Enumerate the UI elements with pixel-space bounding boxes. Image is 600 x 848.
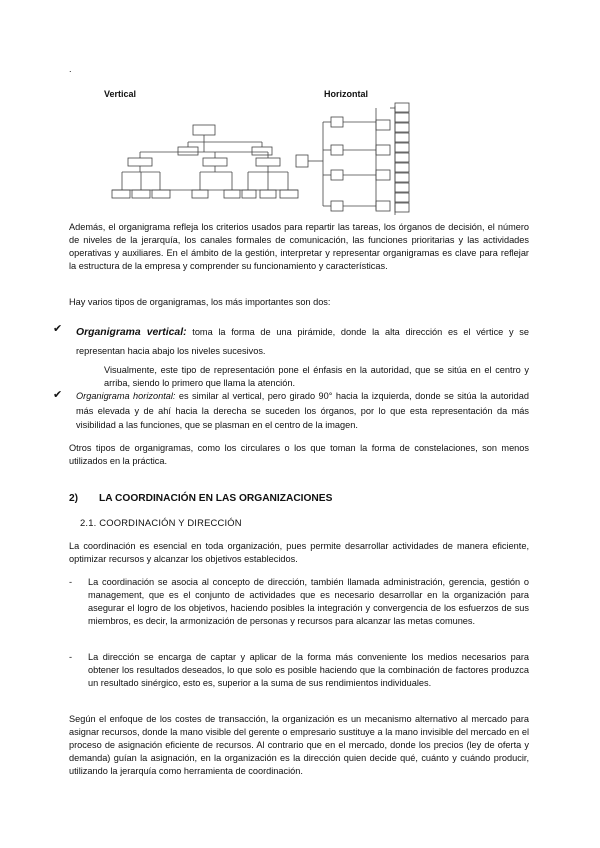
coordination-paragraph: La coordinación es esencial en toda organización, pues permite desarrollar actividades de manera eficiente, optimizar recursos y alcanzar los objetivos establecidos. [69,541,529,564]
bullet-text-2: La dirección se encarga de captar y aplicar de la forma más conveniente los medios necesarios para obtener los resultados deseados, lo que solo es posible haciendo que la combinación de factores produzca un resultado sinérgico, esto es, superior a la suma de sus rendimientos individuales. [88,652,529,688]
other-types-paragraph: Otros tipos de organigramas, como los circulares o los que toman la forma de constelaciones, son menos utilizados en la práctica. [69,443,529,466]
horizontal-type-item [53,389,529,434]
bullet-dash: - [69,652,73,662]
vertical-top-box [193,125,215,135]
vertical-type-text: toma la forma de una pirámide, donde la alta dirección es el vértice y se representan hacia abajo los niveles sucesivos. [76,327,529,356]
final-paragraph: Según el enfoque de los costes de transacción, la organización es un mecanismo alternativo al mercado para asignar recursos, donde la mano visible del gerente o empresario sustituye a la mano invisible del mercado en el proceso de asignación eficiente de recursos. Al contrario que en el mercado, donde los precios (ley de oferta y demanda) guían la asignación, en la organización es la dirección quien decide qué, cuánto y cuándo producir, utilizando la jerarquía como herramienta de coordinación. [69,714,529,776]
subsection-heading: 2.1. COORDINACIÓN Y DIRECCIÓN [80,517,242,528]
types-intro: Hay varios tipos de organigramas, los más importantes son dos: [69,297,331,307]
bullet-item-1 [69,576,529,642]
organigram-illustrations [0,0,600,220]
checkmark-icon: ✔ [53,323,63,335]
horizontal-type-lead: Organigrama horizontal: [76,391,176,401]
bullet-item-2 [69,651,529,705]
horizontal-type-text: es similar al vertical, pero girado 90° hacia la izquierda, donde se sitúa la autoridad más elevada y de ahí hacia la derecha se suceden los órganos, por lo que esta representación da más visibilidad a las funciones, que se plasman en el centro de la imagen. [76,391,529,430]
vertical-type-lead: Organigrama vertical: [76,327,187,338]
horizontal-root-box [296,155,308,167]
section-number: 2) [69,493,79,504]
section-heading [69,493,332,504]
stray-dot: . [69,64,72,74]
checkmark-icon: ✔ [53,389,63,401]
vertical-type-subtext: Visualmente, este tipo de representación pone el énfasis en la autoridad, que se sitúa en el centro y arriba, siendo lo primero que llama la atención. [104,365,529,389]
vertical-diagram-label: Vertical [104,89,137,99]
bullet-text-1: La coordinación se asocia al concepto de dirección, también llamada administración, gerencia, gestión o management, que es el conjunto de actividades que es necesario desarrollar en la organización para asegurar el logro de los objetivos, haciendo posibles la integración y convergencia de los esfuerzos de sus miembros, es decir, la armonización de personas y recursos para alcanzar las metas comunes. [88,577,529,626]
bullet-dash: - [69,577,73,587]
intro-paragraph: Además, el organigrama refleja los criterios usados para repartir las tareas, los órganos de decisión, el número de niveles de la jerarquía, los canales formales de comunicación, las funciones prioritarias y las actividades operativas y auxiliares. En el ámbito de la gestión, interpretar y representar organigramas es clave para reflejar la estructura de la empresa y comprender su funcionamiento y características. [69,222,529,271]
section-title: LA COORDINACIÓN EN LAS ORGANIZACIONES [99,493,333,504]
horizontal-organigram [296,103,409,215]
vertical-type-item [53,323,529,356]
vertical-organigram [112,125,298,198]
horizontal-diagram-label: Horizontal [324,89,368,99]
